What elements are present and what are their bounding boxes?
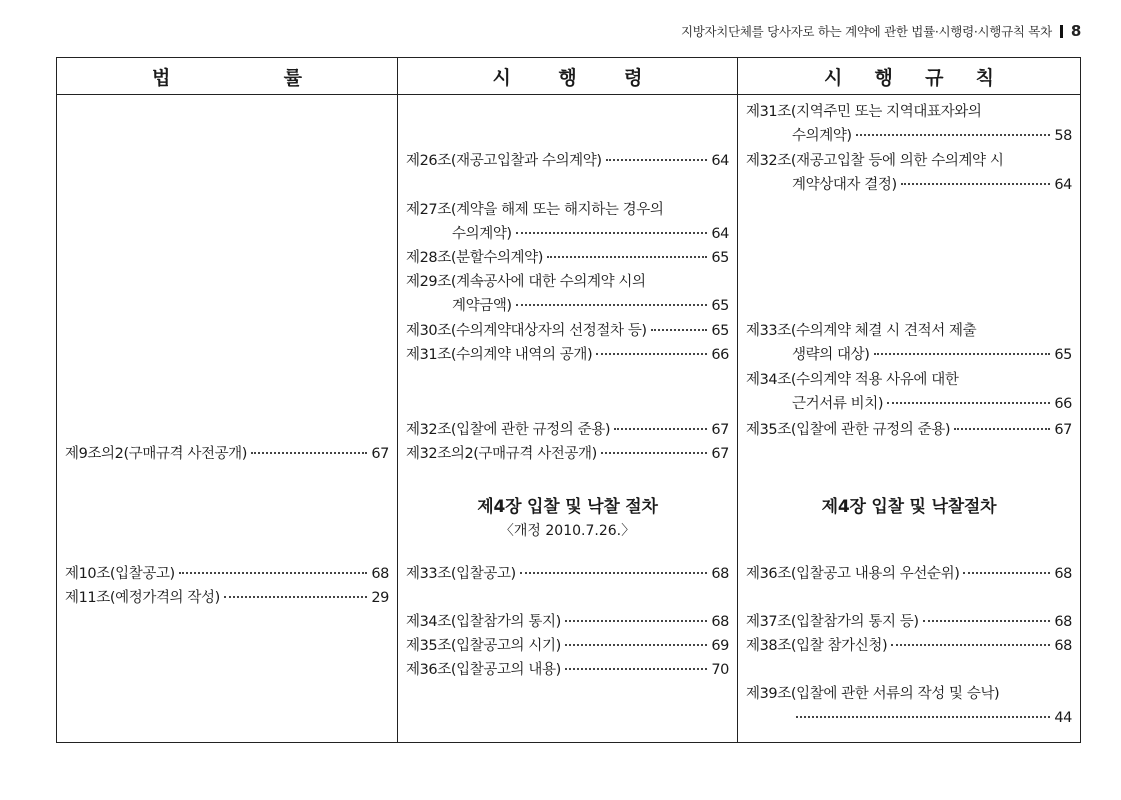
toc-entry[interactable] — [406, 246, 729, 270]
leader-dots — [516, 304, 708, 306]
entry-label: 제38조(입찰 참가신청) — [746, 638, 888, 654]
entry-page: 44 — [1054, 710, 1072, 726]
leader-dots — [963, 572, 1050, 574]
entry-label: 제34조(입찰참가의 통지) — [406, 614, 561, 630]
entry-label: 제33조(입찰공고) — [406, 566, 516, 582]
toc-table — [56, 57, 1081, 743]
running-head — [681, 22, 1081, 40]
toc-entry[interactable] — [406, 610, 729, 634]
entry-page: 68 — [1054, 614, 1072, 630]
leader-dots — [606, 159, 708, 161]
toc-entry[interactable] — [746, 149, 1072, 197]
leader-dots — [796, 716, 1050, 718]
toc-entry[interactable] — [406, 418, 729, 442]
entry-label: 제11조(예정가격의 작성) — [65, 590, 220, 606]
entry-label: 제10조(입찰공고) — [65, 566, 175, 582]
leader-dots — [601, 452, 707, 454]
entry-label: 제29조(계속공사에 대한 수의계약 시의 — [406, 274, 646, 290]
chapter-title: 제4장 입찰 및 낙찰절차 — [821, 497, 997, 517]
leader-dots — [954, 428, 1050, 430]
toc-entry[interactable] — [406, 343, 729, 367]
entry-label: 제28조(분할수의계약) — [406, 250, 544, 266]
law-column-header — [57, 58, 398, 95]
entry-page: 64 — [711, 153, 729, 169]
running-title: 지방자치단체를 당사자로 하는 계약에 관한 법률·시행령·시행규칙 목차 — [680, 24, 1052, 39]
entry-page: 67 — [711, 446, 729, 462]
entry-label: 제31조(수의계약 내역의 공개) — [406, 347, 593, 363]
decree-header-char: 시 — [492, 66, 511, 89]
entry-label: 제37조(입찰참가의 통지 등) — [746, 614, 919, 630]
leader-dots — [179, 572, 368, 574]
entry-page: 58 — [1054, 128, 1072, 144]
toc-entry[interactable] — [65, 442, 389, 466]
toc-entry[interactable] — [746, 562, 1072, 586]
toc-entry[interactable] — [406, 658, 729, 682]
leader-dots — [224, 596, 368, 598]
leader-dots — [516, 232, 708, 234]
toc-entry[interactable] — [746, 418, 1072, 442]
rule-header-char: 규 — [925, 66, 944, 89]
entry-page: 68 — [711, 614, 729, 630]
leader-dots — [901, 183, 1051, 185]
leader-dots — [856, 134, 1051, 136]
entry-label: 제27조(계약을 해제 또는 해지하는 경우의 — [406, 202, 664, 218]
toc-entry[interactable] — [746, 610, 1072, 634]
leader-dots — [565, 644, 708, 646]
toc-entry[interactable] — [406, 319, 729, 343]
entry-page: 66 — [1054, 396, 1072, 412]
rule-column-header — [738, 58, 1081, 95]
entry-label-continued: 계약상대자 결정) — [792, 177, 897, 193]
toc-entry[interactable] — [746, 634, 1072, 658]
leader-dots — [547, 256, 707, 258]
entry-label: 제9조의2(구매규격 사전공개) — [65, 446, 248, 462]
toc-entry[interactable] — [406, 442, 729, 466]
entry-label: 제33조(수의계약 체결 시 견적서 제출 — [746, 323, 977, 339]
entry-label-continued: 계약금액) — [452, 298, 512, 314]
entry-label: 제31조(지역주민 또는 지역대표자와의 — [746, 104, 982, 120]
entry-page: 29 — [371, 590, 389, 606]
entry-page: 68 — [1054, 566, 1072, 582]
entry-label: 제32조의2(구매규격 사전공개) — [406, 446, 597, 462]
leader-dots — [891, 644, 1050, 646]
rule-header-char: 시 — [824, 66, 843, 89]
decree-header-char: 령 — [624, 66, 643, 89]
toc-entry[interactable] — [406, 149, 729, 173]
leader-dots — [251, 452, 367, 454]
entry-page: 67 — [371, 446, 389, 462]
chapter-title: 제4장 입찰 및 낙찰 절차 — [477, 497, 658, 517]
entry-page: 67 — [1054, 422, 1072, 438]
toc-entry[interactable] — [406, 198, 729, 246]
leader-dots — [614, 428, 707, 430]
leader-dots — [565, 668, 708, 670]
entry-label: 제32조(입찰에 관한 규정의 준용) — [406, 422, 611, 438]
toc-entry[interactable] — [746, 319, 1072, 367]
page-number: 8 — [1070, 22, 1081, 40]
leader-dots — [874, 353, 1051, 355]
chapter-note: 〈개정 2010.7.26.〉 — [499, 523, 636, 539]
toc-entry[interactable] — [65, 586, 389, 610]
entry-label: 제30조(수의계약대상자의 선정절차 등) — [406, 323, 647, 339]
rule-header-char: 칙 — [975, 66, 994, 89]
entry-page: 65 — [711, 250, 729, 266]
entry-label: 제39조(입찰에 관한 서류의 작성 및 승낙) — [746, 686, 1000, 702]
entry-page: 68 — [371, 566, 389, 582]
entry-label-continued: 생략의 대상) — [792, 347, 870, 363]
entry-label-continued: 근거서류 비치) — [792, 396, 884, 412]
entry-page: 64 — [1054, 177, 1072, 193]
leader-dots — [520, 572, 708, 574]
page-number-bar — [1060, 25, 1063, 38]
entry-label-continued: 수의계약) — [452, 226, 512, 242]
decree-header-char: 행 — [558, 66, 577, 89]
entry-label: 제34조(수의계약 적용 사유에 대한 — [746, 372, 959, 388]
entry-page: 66 — [711, 347, 729, 363]
entry-page: 70 — [711, 662, 729, 678]
rule-column — [738, 95, 1081, 743]
toc-entry[interactable] — [406, 270, 729, 318]
entry-page: 64 — [711, 226, 729, 242]
law-column — [57, 95, 398, 743]
toc-entry[interactable] — [746, 100, 1072, 148]
entry-label: 제32조(재공고입찰 등에 의한 수의계약 시 — [746, 153, 1004, 169]
entry-page: 68 — [711, 566, 729, 582]
leader-dots — [887, 402, 1050, 404]
leader-dots — [651, 329, 708, 331]
entry-page: 67 — [711, 422, 729, 438]
entry-label: 제36조(입찰공고의 내용) — [406, 662, 561, 678]
toc-body-row — [57, 95, 1081, 743]
toc-entry[interactable] — [406, 562, 729, 586]
toc-header-row — [57, 58, 1081, 95]
entry-label-continued: 수의계약) — [792, 128, 852, 144]
entry-page: 65 — [711, 298, 729, 314]
leader-dots — [596, 353, 707, 355]
decree-column-header — [398, 58, 738, 95]
rule-header-char: 행 — [874, 66, 893, 89]
entry-page: 68 — [1054, 638, 1072, 654]
entry-page: 65 — [1054, 347, 1072, 363]
entry-page: 65 — [711, 323, 729, 339]
entry-label: 제35조(입찰에 관한 규정의 준용) — [746, 422, 951, 438]
entry-page: 69 — [711, 638, 729, 654]
toc-entry[interactable] — [406, 634, 729, 658]
leader-dots — [565, 620, 708, 622]
toc-entry[interactable] — [746, 368, 1072, 416]
entry-label: 제35조(입찰공고의 시기) — [406, 638, 561, 654]
toc-entry[interactable] — [746, 682, 1072, 730]
decree-column — [398, 95, 738, 743]
entry-label: 제36조(입찰공고 내용의 우선순위) — [746, 566, 960, 582]
law-header-char: 률 — [283, 66, 302, 89]
law-header-char: 법 — [152, 66, 171, 89]
entry-label: 제26조(재공고입찰과 수의계약) — [406, 153, 602, 169]
toc-entry[interactable] — [65, 562, 389, 586]
leader-dots — [923, 620, 1051, 622]
